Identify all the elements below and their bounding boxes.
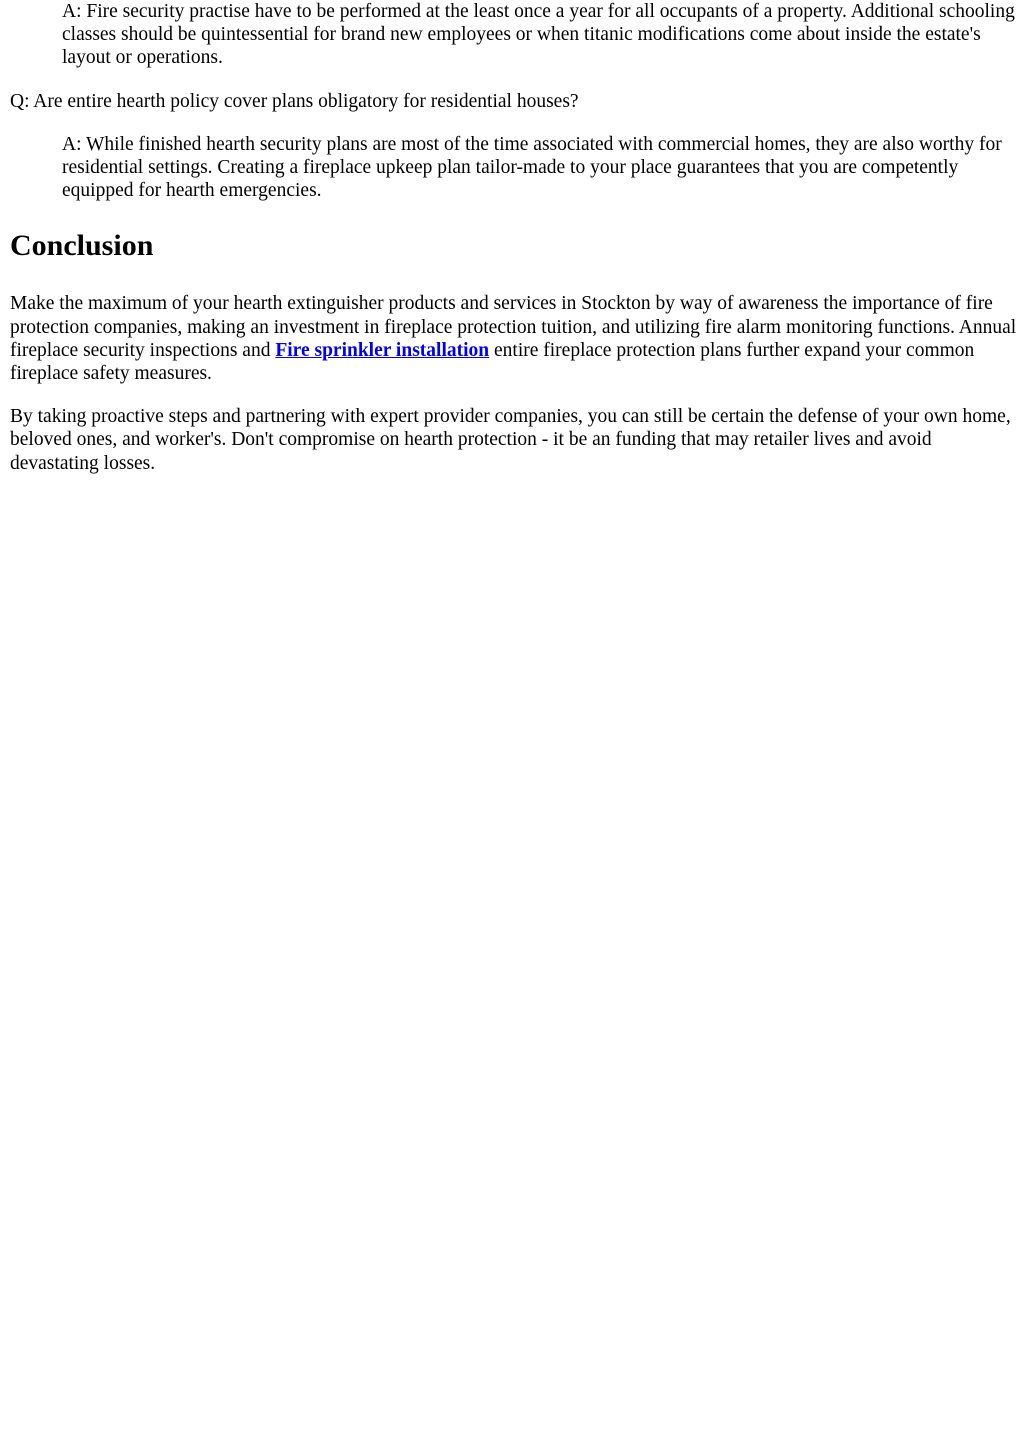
fire-sprinkler-installation-link[interactable]: Fire sprinkler installation [275, 339, 490, 361]
conclusion-heading: Conclusion [10, 229, 154, 263]
paragraph-text: entire fireplace protection plans further expand your common fireplace safety measures. [10, 339, 975, 385]
paragraph-text: Make the maximum of your hearth extinguisher products and services in Stockton by way of awareness the importance of fire protection companies, making an investment in fireplace protection tuition, and utilizing fire alarm monitoring functions. Annual fireplace security inspections and [10, 293, 1017, 361]
faq-question: Q: Are entire hearth policy cover plans obligatory for residential houses? [10, 90, 579, 112]
conclusion-paragraph: By taking proactive steps and partnering with expert provider companies, you can still be certain the defense of your own home, beloved ones, and worker's. Don't compromise on hearth protection - it be an funding that may retailer lives and avoid devastating losses. [10, 406, 1011, 474]
conclusion-paragraph [10, 292, 1020, 385]
faq-answer: A: While finished hearth security plans are most of the time associated with commercial homes, they are also worthy for residential settings. Creating a fireplace upkeep plan tailor-made to your place guarantees that you are competently equipped for hearth emergencies. [62, 133, 1002, 202]
faq-answer: A: Fire security practise have to be performed at the least once a year for all occupants of a property. Additional schooling classes should be quintessential for brand new employees or when titanic modifications come about inside the estate's layout or operations. [62, 1, 1015, 69]
